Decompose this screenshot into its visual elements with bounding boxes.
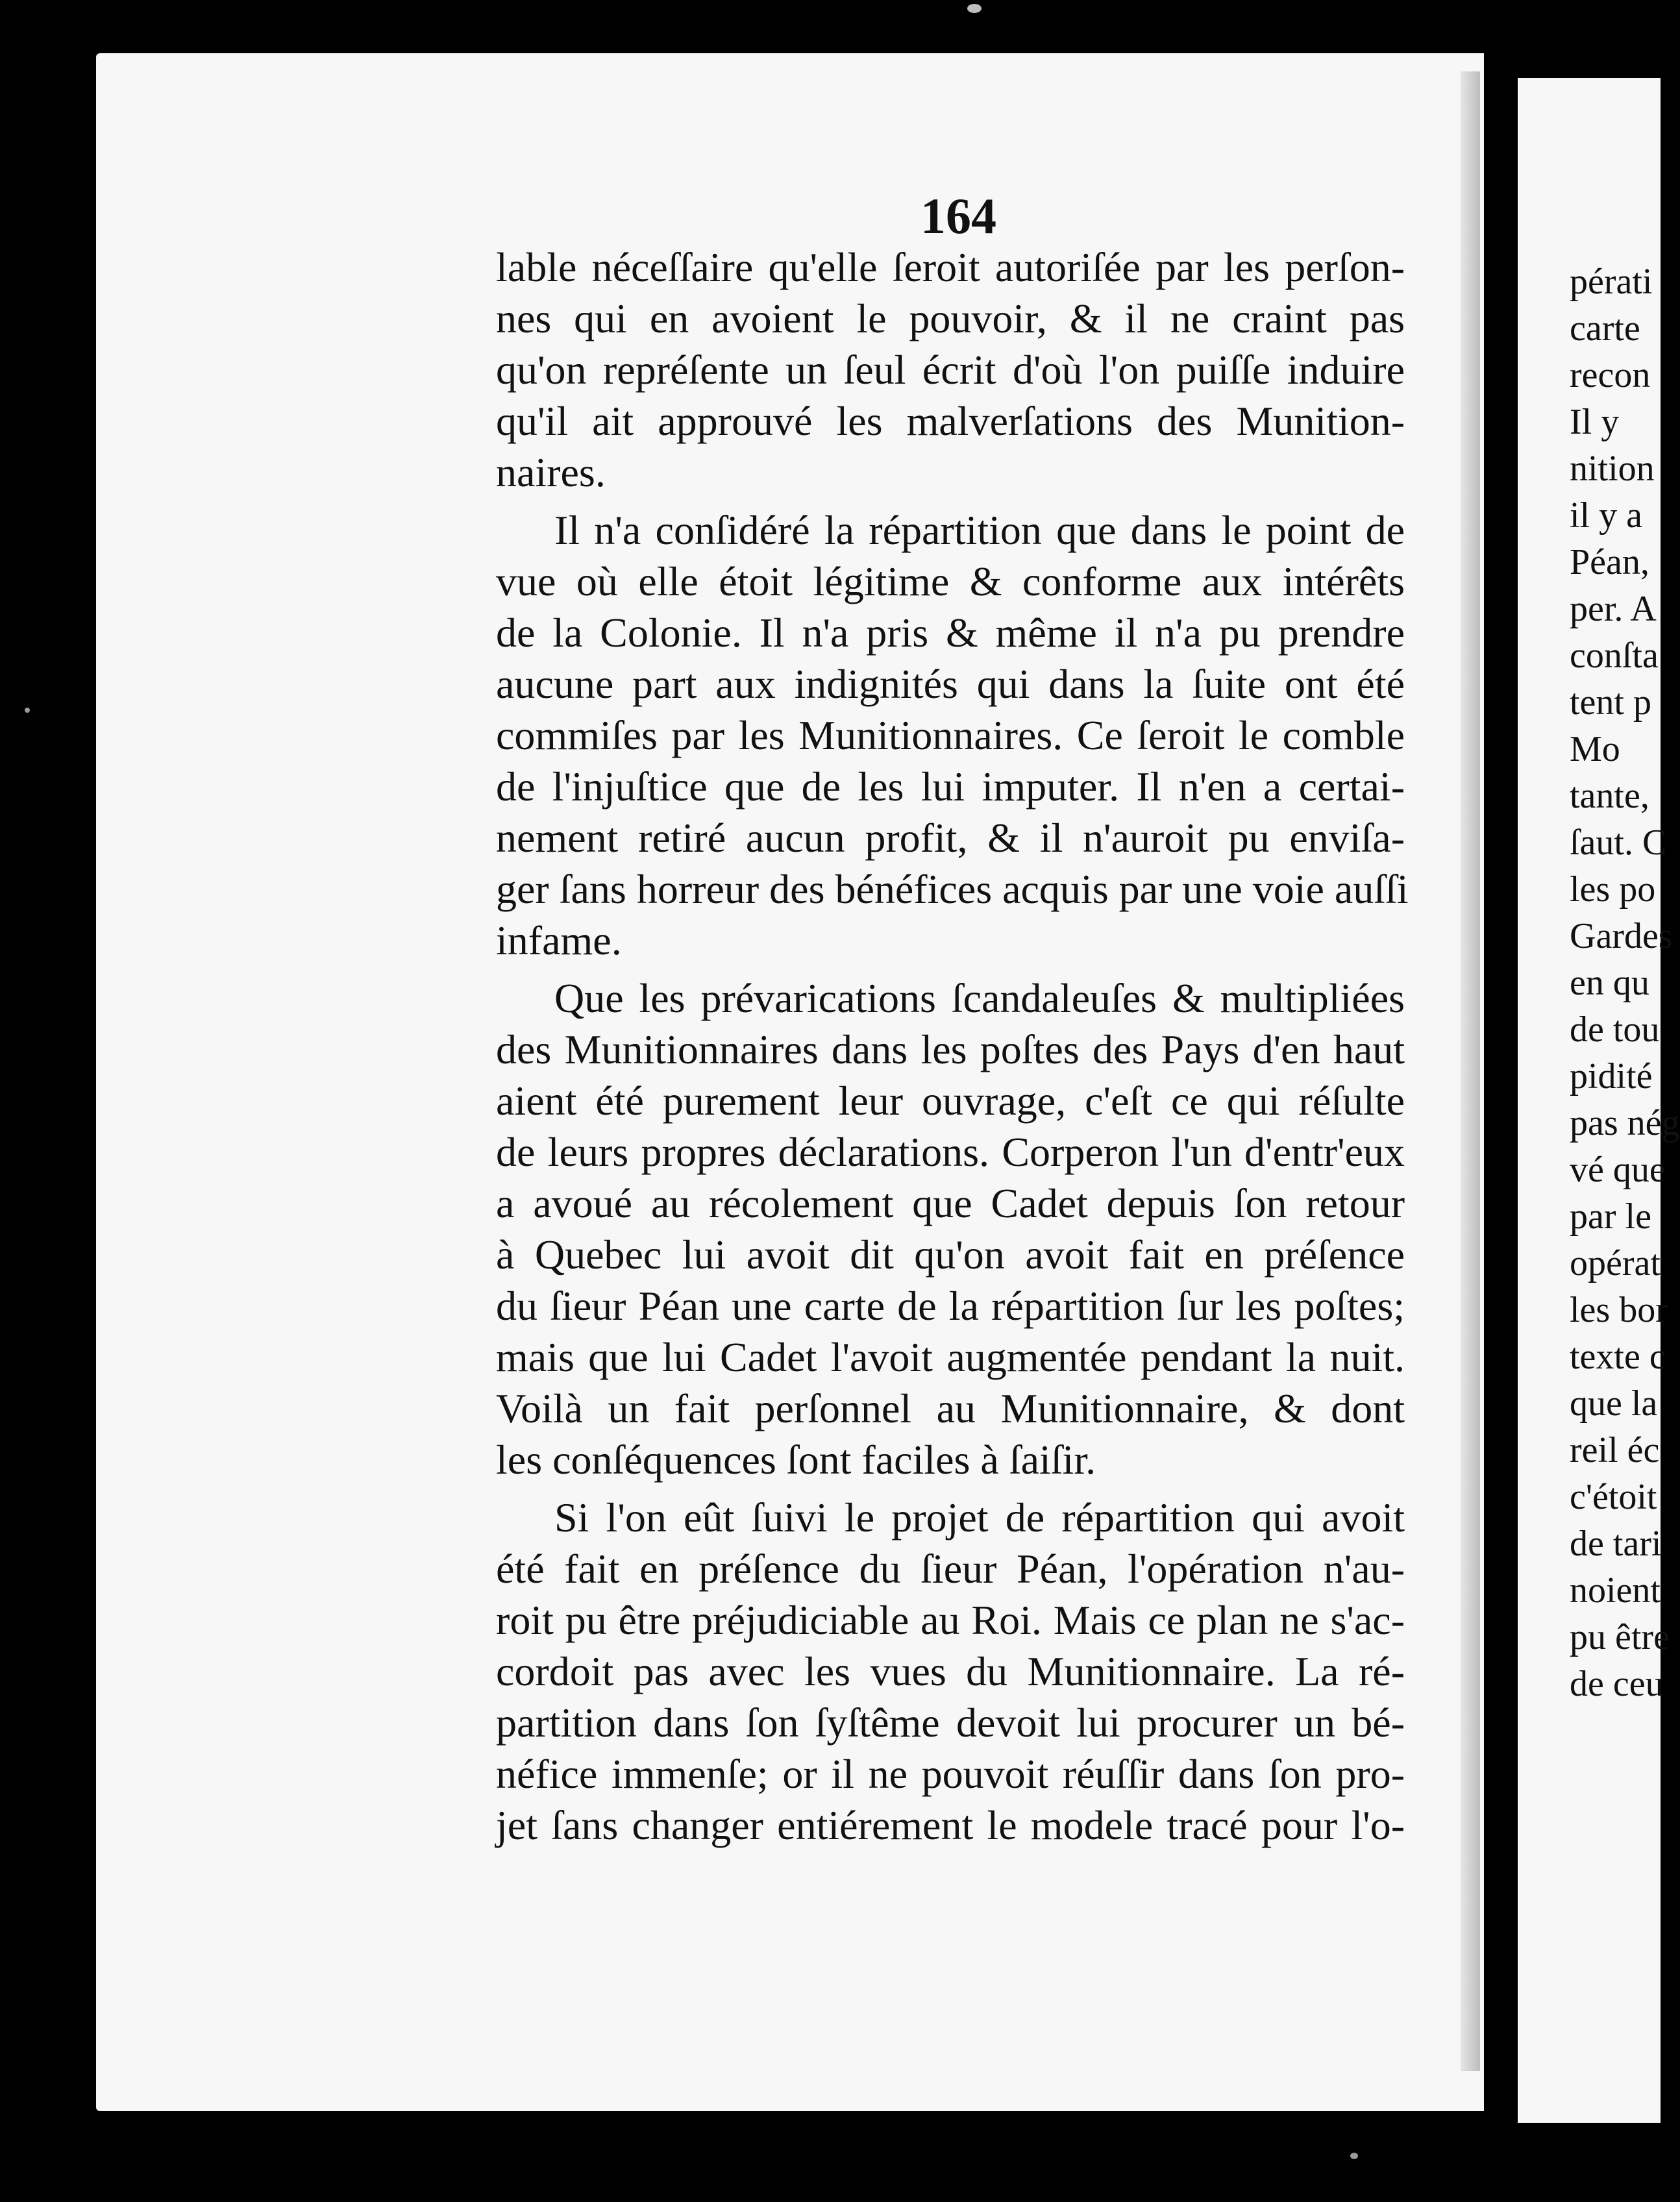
text-line: de la Colonie. Il n'a pris & même il n'a pu prendre	[496, 610, 1405, 656]
text-line: partition dans ſon ſyſtême devoit lui procurer un bé-	[496, 1700, 1405, 1746]
text-line: été fait en préſence du ſieur Péan, l'opération n'au-	[496, 1546, 1405, 1592]
text-line: que la	[1570, 1383, 1658, 1424]
text-line: Mo	[1570, 729, 1620, 769]
text-line: opérat	[1570, 1243, 1661, 1283]
text-line: pu être	[1570, 1617, 1670, 1657]
text-line: infame.	[496, 917, 622, 963]
text-line: ſaut. C	[1570, 823, 1667, 863]
right-page-text-fragment	[1570, 258, 1680, 1707]
text-line: de ceu	[1570, 1664, 1664, 1704]
text-line: des Munitionnaires dans les poſtes des Pays d'en haut	[496, 1026, 1405, 1072]
text-line: commiſes par les Munitionnaires. Ce ſeroit le comble	[496, 712, 1405, 758]
text-line: reil éc	[1570, 1430, 1660, 1470]
text-line: texte c	[1570, 1337, 1666, 1377]
text-line: en qu	[1570, 963, 1649, 1003]
text-line: nition	[1570, 449, 1655, 489]
page-number: 164	[920, 188, 996, 244]
text-line: Que les prévarications ſcandaleuſes & multipliées	[554, 975, 1405, 1021]
text-line: recon	[1570, 355, 1651, 395]
text-line: per. A	[1570, 589, 1657, 629]
text-line: jet ſans changer entiérement le modele tracé pour l'o-	[496, 1802, 1405, 1848]
scan-speck	[1350, 2153, 1358, 2159]
text-line: pas nég	[1570, 1103, 1680, 1143]
text-line: pérati	[1570, 262, 1653, 302]
text-line: Il n'a conſidéré la répartition que dans le point de	[554, 507, 1405, 553]
text-line: aient été purement leur ouvrage, c'eſt ce qui réſulte	[496, 1078, 1405, 1124]
text-line: mais que lui Cadet l'avoit augmentée pendant la nuit.	[496, 1334, 1405, 1380]
text-line: a avoué au récolement que Cadet depuis ſon retour	[496, 1180, 1405, 1226]
text-line: à Quebec lui avoit dit qu'on avoit fait en préſence	[496, 1231, 1405, 1278]
text-line: néfice immenſe; or il ne pouvoit réuſſir dans ſon pro-	[496, 1751, 1405, 1797]
text-line: tante,	[1570, 776, 1649, 816]
text-line: Si l'on eût ſuivi le projet de répartition qui avoit	[554, 1494, 1405, 1540]
text-line: de l'injuſtice que de les lui imputer. Il n'en a certai-	[496, 763, 1405, 810]
text-line: pidité	[1570, 1056, 1653, 1096]
scan-speck	[967, 4, 982, 13]
text-line: les po	[1570, 869, 1656, 909]
text-line: conſta	[1570, 636, 1659, 676]
text-line: de leurs propres déclarations. Corperon l'un d'entr'eux	[496, 1129, 1405, 1175]
paragraph	[496, 972, 1405, 1485]
text-line: de tou	[1570, 1009, 1660, 1050]
text-line: lable néceſſaire qu'elle ſeroit autoriſée par les perſon-	[496, 244, 1405, 290]
paragraph	[496, 1492, 1405, 1851]
page-fold-shadow	[1461, 71, 1480, 2071]
text-line: par le	[1570, 1196, 1651, 1237]
text-line: Péan,	[1570, 542, 1649, 582]
text-line: Il y	[1570, 402, 1620, 442]
text-line: aucune part aux indignités qui dans la ſuite ont été	[496, 661, 1405, 707]
text-line: les conſéquences ſont faciles à ſaiſir.	[496, 1437, 1096, 1483]
paragraph	[496, 241, 1405, 498]
text-line: roit pu être préjudiciable au Roi. Mais ce plan ne s'ac-	[496, 1597, 1405, 1643]
text-line: nement retiré aucun profit, & il n'auroit pu enviſa-	[496, 815, 1405, 861]
text-line: noient	[1570, 1570, 1661, 1611]
text-line: Voilà un fait perſonnel au Munitionnaire, & dont	[496, 1385, 1405, 1431]
text-line: du ſieur Péan une carte de la répartition ſur les poſtes;	[496, 1283, 1405, 1329]
text-line: de tari	[1570, 1524, 1662, 1564]
text-line: naires.	[496, 449, 606, 495]
text-line: les bor	[1570, 1290, 1668, 1330]
text-line: carte	[1570, 308, 1640, 349]
text-line: ger ſans horreur des bénéfices acquis par une voie auſſi	[496, 866, 1409, 912]
scan-speck	[25, 708, 30, 713]
text-line: qu'on repréſente un ſeul écrit d'où l'on puiſſe induire	[496, 347, 1405, 393]
text-line: vue où elle étoit légitime & conforme aux intérêts	[496, 558, 1405, 604]
paragraph	[496, 504, 1409, 966]
text-line: vé que	[1570, 1150, 1666, 1190]
text-line: cordoit pas avec les vues du Munitionnaire. La ré-	[496, 1648, 1405, 1694]
text-line: c'étoit	[1570, 1477, 1657, 1517]
text-line: tent p	[1570, 682, 1651, 723]
text-line: il y a	[1570, 495, 1642, 536]
text-line: Gardes	[1570, 916, 1673, 956]
text-line: qu'il ait approuvé les malverſations des Munition-	[496, 398, 1405, 444]
text-line: nes qui en avoient le pouvoir, & il ne craint pas	[496, 295, 1405, 341]
left-page-text	[496, 241, 1409, 1848]
